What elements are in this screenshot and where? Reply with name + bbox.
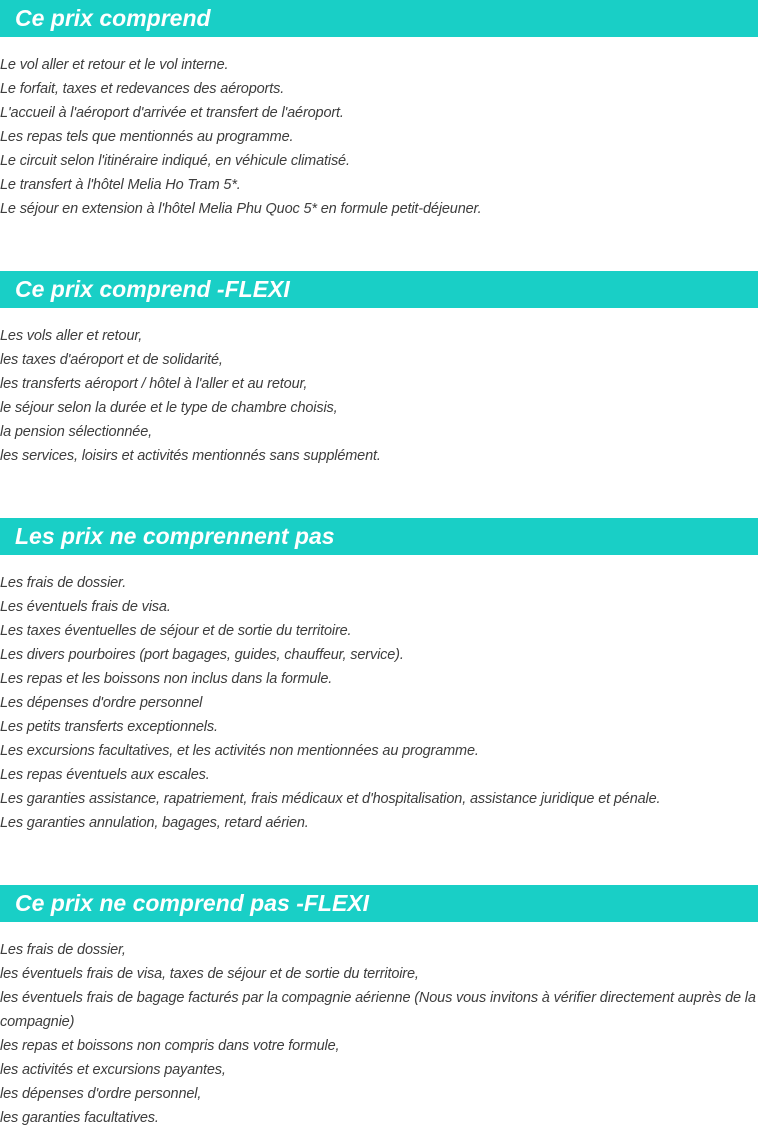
list-item: Le transfert à l'hôtel Melia Ho Tram 5*. bbox=[0, 177, 241, 193]
list-item: les éventuels frais de visa, taxes de séjour et de sortie du territoire, bbox=[0, 966, 419, 982]
list-item: Le circuit selon l'itinéraire indiqué, en véhicule climatisé. bbox=[0, 153, 350, 169]
list-item: les éventuels frais de bagage facturés par la compagnie aérienne (Nous vous invitons à vérifier directement auprès de la compagnie) bbox=[0, 990, 756, 1030]
list-item: Les éventuels frais de visa. bbox=[0, 599, 171, 615]
excluded-list bbox=[0, 571, 758, 835]
list-item: les services, loisirs et activités mentionnés sans supplément. bbox=[0, 448, 381, 464]
list-item: les repas et boissons non compris dans votre formule, bbox=[0, 1038, 340, 1054]
list-item: Les dépenses d'ordre personnel bbox=[0, 695, 203, 711]
section-title: Ce prix ne comprend pas -FLEXI bbox=[0, 885, 758, 922]
list-item: les taxes d'aéroport et de solidarité, bbox=[0, 352, 223, 368]
list-item: les transferts aéroport / hôtel à l'aller et au retour, bbox=[0, 376, 308, 392]
section-title: Les prix ne comprennent pas bbox=[0, 518, 758, 555]
list-item: Les frais de dossier, bbox=[0, 942, 126, 958]
list-item: Les frais de dossier. bbox=[0, 575, 127, 591]
included-flexi-list bbox=[0, 324, 758, 468]
section-price-excludes bbox=[0, 518, 758, 835]
section-price-excludes-flexi bbox=[0, 885, 758, 1130]
list-item: Le vol aller et retour et le vol interne. bbox=[0, 57, 229, 73]
section-price-includes bbox=[0, 0, 758, 221]
section-title: Ce prix comprend -FLEXI bbox=[0, 271, 758, 308]
list-item: Les garanties assistance, rapatriement, frais médicaux et d'hospitalisation, assistance juridique et pénale. bbox=[0, 791, 661, 807]
list-item: Les repas et les boissons non inclus dans la formule. bbox=[0, 671, 333, 687]
list-item: Les divers pourboires (port bagages, guides, chauffeur, service). bbox=[0, 647, 404, 663]
list-item: les activités et excursions payantes, bbox=[0, 1062, 226, 1078]
list-item: Les excursions facultatives, et les activités non mentionnées au programme. bbox=[0, 743, 479, 759]
list-item: les garanties facultatives. bbox=[0, 1110, 159, 1126]
list-item: le séjour selon la durée et le type de chambre choisis, bbox=[0, 400, 338, 416]
list-item: Les garanties annulation, bagages, retard aérien. bbox=[0, 815, 309, 831]
list-item: Les vols aller et retour, bbox=[0, 328, 143, 344]
section-price-includes-flexi bbox=[0, 271, 758, 468]
list-item: Les petits transferts exceptionnels. bbox=[0, 719, 218, 735]
list-item: Le séjour en extension à l'hôtel Melia Phu Quoc 5* en formule petit-déjeuner. bbox=[0, 201, 482, 217]
excluded-flexi-list bbox=[0, 938, 758, 1130]
list-item: Les repas tels que mentionnés au programme. bbox=[0, 129, 294, 145]
list-item: la pension sélectionnée, bbox=[0, 424, 152, 440]
list-item: Les repas éventuels aux escales. bbox=[0, 767, 210, 783]
list-item: L'accueil à l'aéroport d'arrivée et transfert de l'aéroport. bbox=[0, 105, 344, 121]
list-item: Le forfait, taxes et redevances des aéroports. bbox=[0, 81, 285, 97]
list-item: Les taxes éventuelles de séjour et de sortie du territoire. bbox=[0, 623, 352, 639]
included-list bbox=[0, 53, 758, 221]
section-title: Ce prix comprend bbox=[0, 0, 758, 37]
list-item: les dépenses d'ordre personnel, bbox=[0, 1086, 202, 1102]
